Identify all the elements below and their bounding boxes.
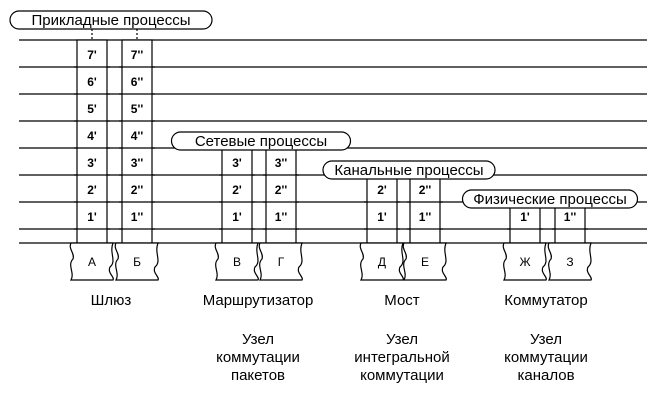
- layer-cell-label: 5'': [130, 102, 144, 116]
- layer-cell-label: 1': [377, 210, 387, 224]
- node-letter: Е: [420, 255, 430, 269]
- node-letter: В: [232, 255, 242, 269]
- layer-cell-label: 1': [232, 210, 242, 224]
- layer-cell-label: 7'': [130, 48, 144, 62]
- layer-cell-label: 3'': [130, 156, 144, 170]
- layer-cell-label: 6': [87, 75, 97, 89]
- layer-cell-label: 2'': [274, 183, 288, 197]
- process-label-text: Канальные процессы: [334, 162, 484, 179]
- layer-cell-label: 1'': [130, 210, 144, 224]
- device-name: Шлюз: [90, 292, 132, 309]
- stack-7: [503, 202, 546, 280]
- layer-cell-label: 3'': [274, 156, 288, 170]
- device-description-line: Узел: [386, 331, 418, 348]
- stack-4: [259, 148, 302, 280]
- device-description-line: коммутации: [504, 349, 588, 366]
- layer-cell-label: 4'': [130, 129, 144, 143]
- node-letter: Ж: [519, 255, 531, 269]
- node-letter: Б: [133, 255, 141, 269]
- protocol-stacks: [70, 40, 591, 280]
- layer-cell-label: 2'': [418, 183, 432, 197]
- device-description-line: коммутации: [360, 367, 444, 384]
- device-name: Мост: [384, 292, 420, 309]
- device-captions: [91, 292, 588, 384]
- layer-cell-label: 5': [87, 102, 97, 116]
- stack-2: [115, 40, 158, 280]
- layer-cell-label: 2': [377, 183, 387, 197]
- process-label-text: Сетевые процессы: [194, 133, 328, 150]
- process-label-network: [172, 132, 351, 150]
- stack-5: [360, 175, 403, 280]
- process-label-link: [323, 161, 495, 179]
- layer-cell-label: 1'': [563, 210, 577, 224]
- device-description-line: Узел: [242, 331, 274, 348]
- stack-1: [70, 40, 113, 280]
- layer-cell-label: 4': [87, 129, 97, 143]
- node-letter: З: [566, 255, 574, 269]
- layer-cell-label: 3': [87, 156, 97, 170]
- stack-8: [548, 202, 591, 280]
- layer-cell-label: 7': [87, 48, 97, 62]
- stack-3: [215, 148, 258, 280]
- process-label-applied: [10, 11, 212, 29]
- device-description-line: каналов: [517, 367, 575, 384]
- layer-cell-label: 6'': [130, 75, 144, 89]
- device-caption-2: [203, 292, 314, 384]
- process-label-text: Прикладные процессы: [31, 12, 191, 29]
- node-letter: Д: [377, 255, 387, 269]
- device-caption-4: [504, 292, 588, 384]
- device-name: Коммутатор: [504, 292, 588, 309]
- device-description-line: Узел: [530, 331, 562, 348]
- layer-cell-label: 3': [232, 156, 242, 170]
- device-description-line: пакетов: [230, 367, 286, 384]
- process-connectors: [92, 29, 137, 40]
- device-description-line: интегральной: [354, 349, 450, 366]
- layer-cell-label: 1'': [418, 210, 432, 224]
- layer-cell-label: 2'': [130, 183, 144, 197]
- device-name: Маршрутизатор: [202, 292, 314, 309]
- device-caption-3: [354, 292, 449, 384]
- layer-cell-label: 2': [232, 183, 242, 197]
- device-caption-1: [91, 292, 132, 309]
- layer-cell-label: 1': [520, 210, 530, 224]
- node-letter: Г: [277, 255, 285, 269]
- stack-6: [403, 175, 446, 280]
- layer-cell-label: 1'': [274, 210, 288, 224]
- layer-cell-label: 1': [87, 210, 97, 224]
- device-description-line: коммутации: [216, 349, 300, 366]
- node-letter: А: [87, 255, 97, 269]
- process-label-text: Физические процессы: [473, 191, 627, 208]
- layer-cell-label: 2': [87, 183, 97, 197]
- process-label-physical: [463, 190, 638, 208]
